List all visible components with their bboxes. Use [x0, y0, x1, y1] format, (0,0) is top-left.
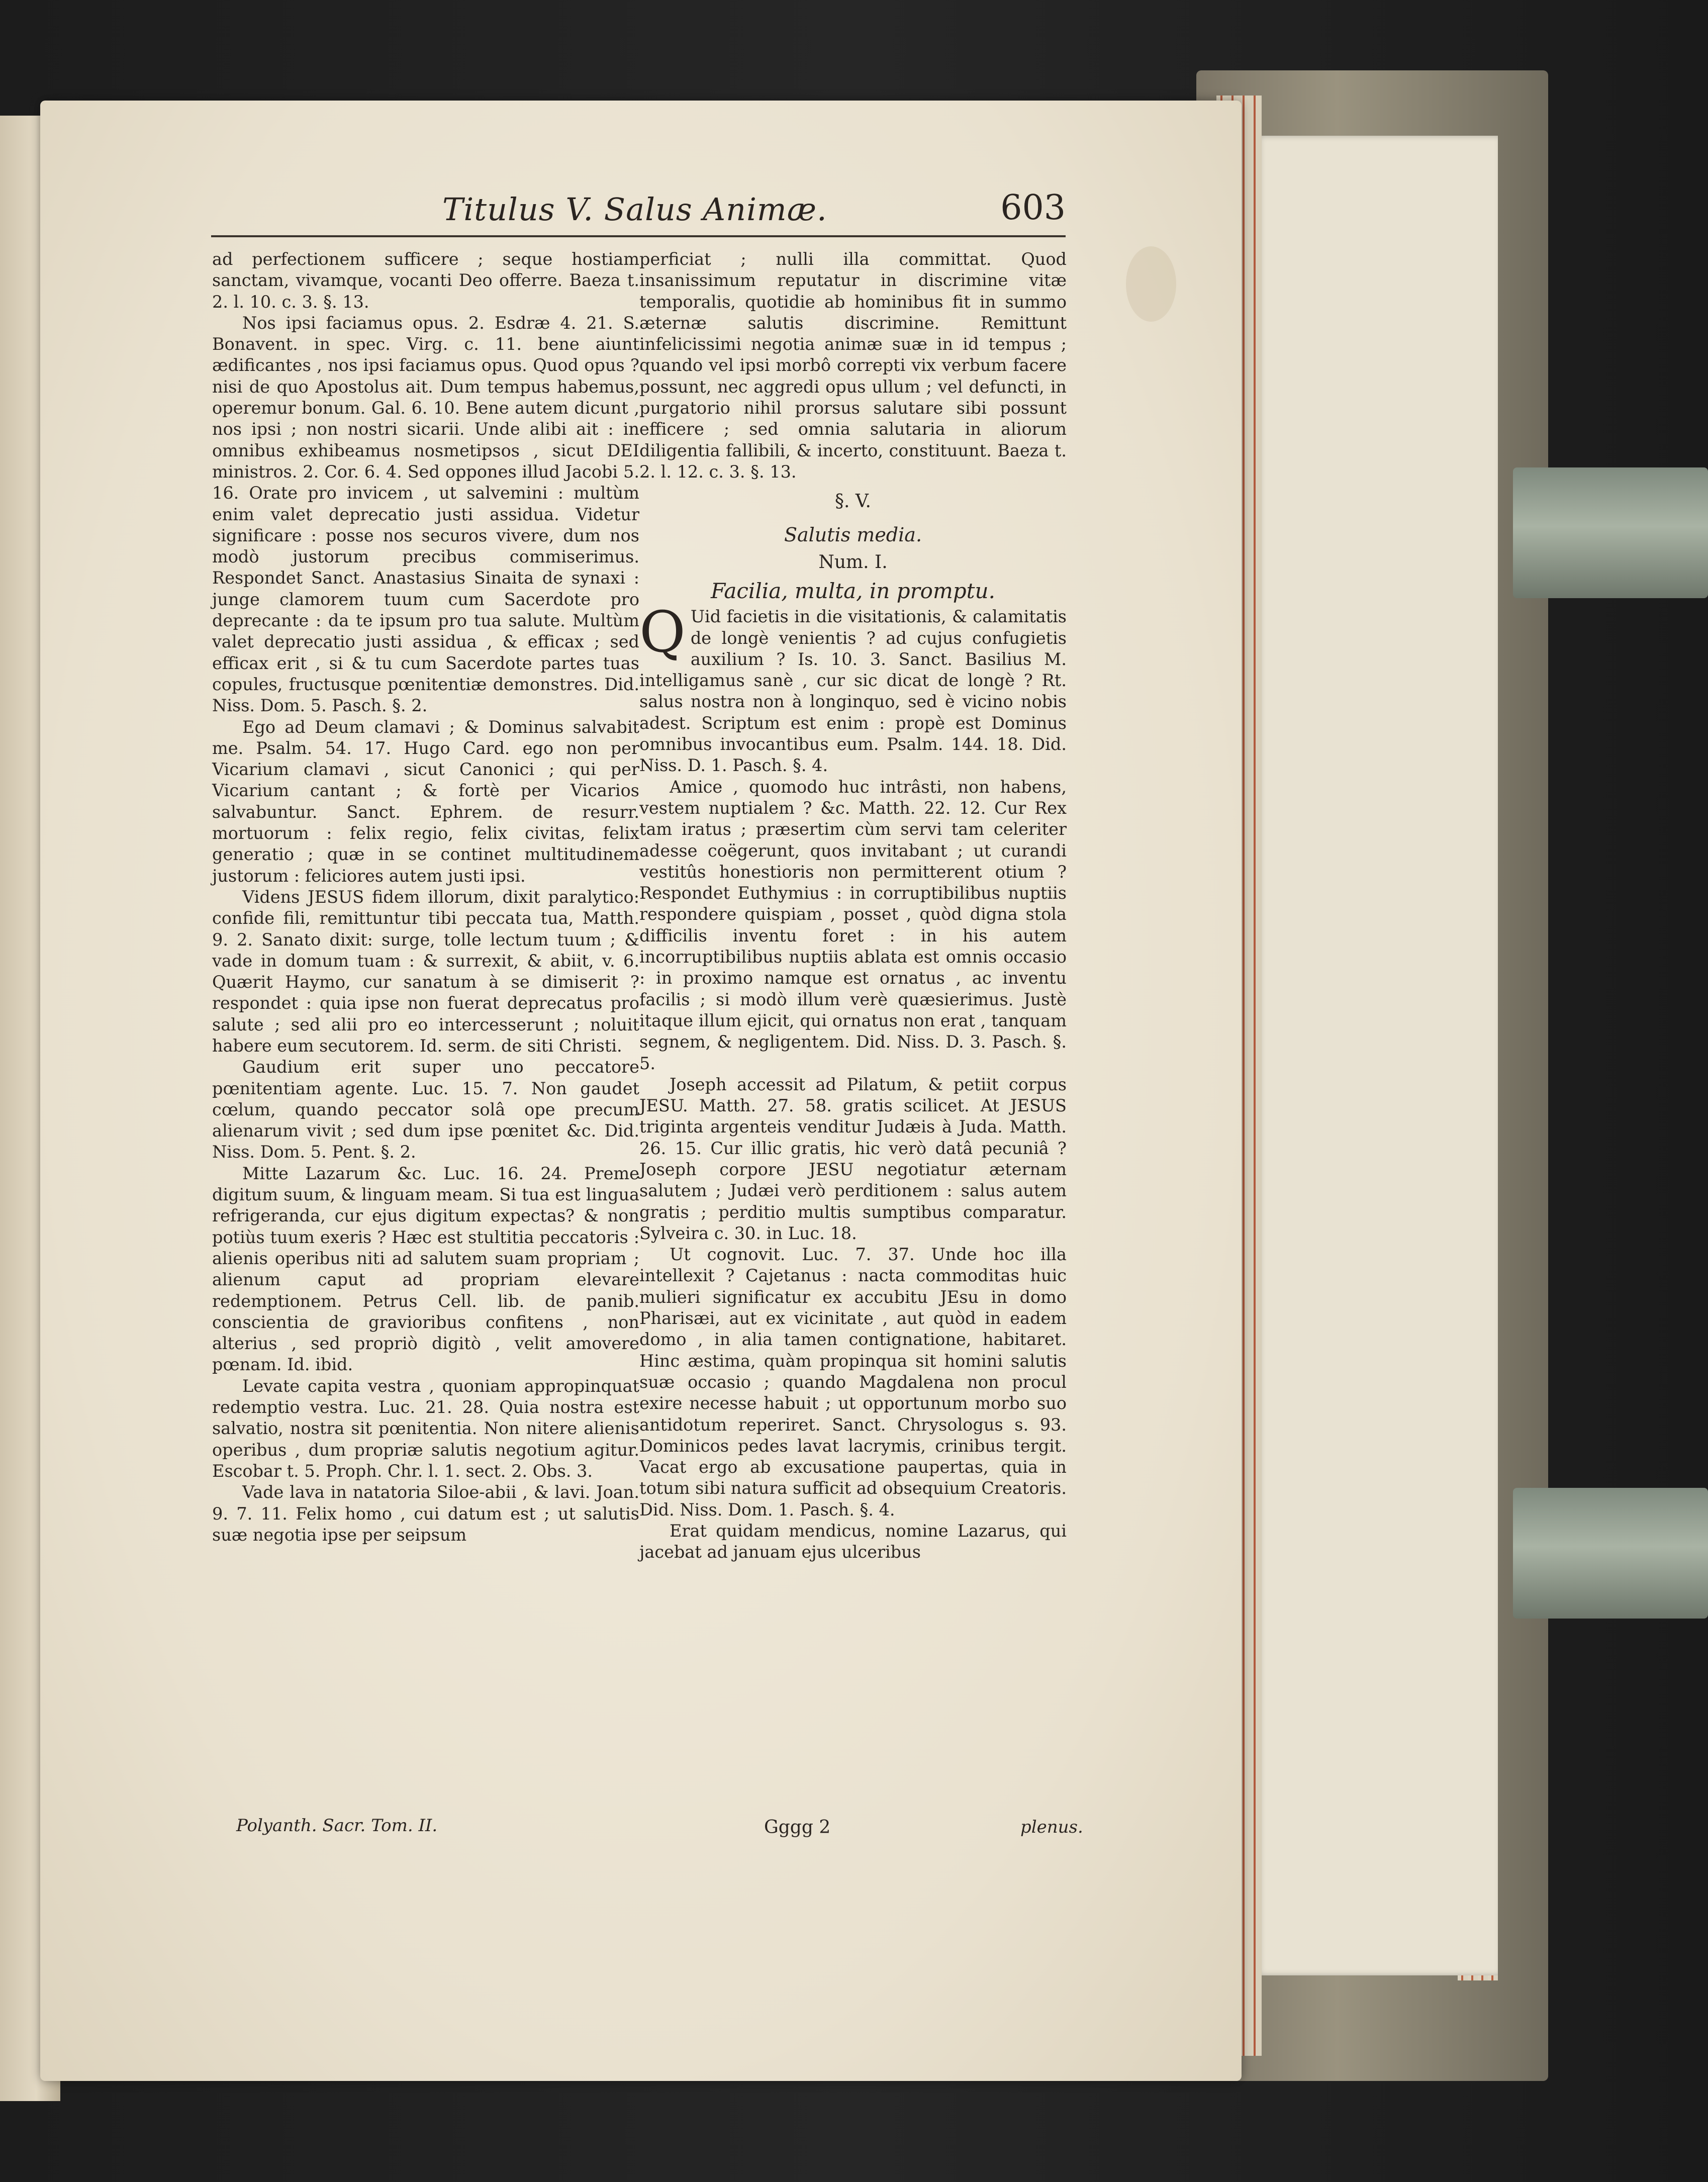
drop-cap: Q [639, 600, 686, 666]
footer-signature: Gggg 2 [764, 1817, 831, 1838]
footer-title: Polyanth. Sacr. Tom. II. [236, 1816, 438, 1836]
left-paragraph: Videns JESUS fidem illorum, dixit paralytico: confide fili, remittuntur tibi peccata tua, Matth. 9. 2. Sanato dixit: surge, tolle lectum tuum ; & vade in domum tuam : & surrexit, & abiit, v. 6. Quærit Haymo, cur sanatum à se dimiserit ? respondet : quia ipse non fuerat deprecatus pro salute ; sed alii pro eo intercesserunt ; noluit habere eum secutorem. Id. serm. de siti Christi. [212, 887, 639, 1056]
section-num: Num. I. [818, 552, 888, 573]
left-paragraph: Levate capita vestra , quoniam appropinquat redemptio vestra. Luc. 21. 28. Quia nostra est salvatio, nostra sit pœnitentia. Non nitere alienis operibus , dum propriæ salutis negotium agitur. Escobar t. 5. Proph. Chr. l. 1. sect. 2. Obs. 3. [212, 1376, 639, 1481]
clasp-upper [1513, 467, 1708, 598]
page-header [442, 188, 1066, 236]
left-column [212, 249, 639, 1546]
left-paragraph: Gaudium erit super uno peccatore pœnitentiam agente. Luc. 15. 7. Non gaudet cœlum, quando peccator solâ ope precum alienarum vivit ; sed dum ipse pœnitet &c. Did. Niss. Dom. 5. Pent. §. 2. [212, 1057, 639, 1162]
right-paragraph: Joseph accessit ad Pilatum, & petiit corpus JESU. Matth. 27. 58. gratis scilicet. At JESUS triginta argenteis venditur Judæis à Juda. Matth. 26. 15. Cur illic gratis, hic verò datâ pecuniâ ? Joseph corpore JESU negotiatur æternam salutem ; Judæi verò perditionem : salus autem gratis ; perditio multis sumptibus comparatur. Sylveira c. 30. in Luc. 18. [639, 1074, 1067, 1243]
section-number: §. V. [834, 491, 872, 512]
left-paragraph: Vade lava in natatoria Siloe-abii , & lavi. Joan. 9. 7. 11. Felix homo , cui datum est ; ut salutis suæ negotia ipse per seipsum [212, 1482, 639, 1545]
left-paragraph: Nos ipsi faciamus opus. 2. Esdræ 4. 21. S. Bonavent. in spec. Virg. c. 11. bene aiunt ædificantes , nos ipsi faciamus opus. Quod opus ? nisi de quo Apostolus ait. Dum tempus habemus, operemur bonum. Gal. 6. 10. Bene autem dicunt , nos ipsi ; non nostri sicarii. Unde alibi ait : in omnibus exhibeamus nosmetipsos , sicut DEI ministros. 2. Cor. 6. 4. Sed oppones illud Jacobi 5. 16. Orate pro invicem , ut salvemini : multùm enim valet deprecatio justi assidua. Videtur significare : posse nos securos vivere, dum nos modò justorum precibus commiserimus. Respondet Sanct. Anastasius Sinaita de synaxi : junge clamorem tuum cum Sacerdote pro deprecante : da te ipsum pro tua salute. Multùm valet deprecatio justi assidua , & efficax ; sed efficax erit , si & tu cum Sacerdote partes tuas copules, fructusque pœnitentiæ demonstres. Did. Niss. Dom. 5. Pasch. §. 2. [212, 313, 639, 716]
left-paragraph: ad perfectionem sufficere ; seque hostiam sanctam, vivamque, vocanti Deo offerre. Baeza t. 2. l. 10. c. 3. §. 13. [212, 249, 639, 312]
right-paragraph-top: perficiat ; nulli illa committat. Quod insanissimum reputatur in discrimine vitæ temporalis, quotidie ab hominibus fit in summo æternæ salutis discrimine. Remittunt infelicissimi negotia animæ suæ in id tempus ; quando vel ipsi morbô correpti vix verbum facere possunt, nec aggredi opus ullum ; vel defuncti, in purgatorio nihil prorsus salutare sibi possunt efficere ; sed omnia salutaria in aliorum diligentia fallibili, & incerto, constituunt. Baeza t. 2. l. 12. c. 3. §. 13. [639, 249, 1067, 482]
next-leaf [1257, 136, 1498, 1975]
section-subtitle: Facilia, multa, in promptu. [711, 579, 995, 604]
footer-catchword: plenus. [1020, 1817, 1083, 1837]
header-rule [211, 235, 1066, 237]
right-paragraph-first [639, 600, 1067, 776]
page-number: 603 [1000, 188, 1066, 228]
left-paragraph: Ego ad Deum clamavi ; & Dominus salvabit me. Psalm. 54. 17. Hugo Card. ego non per Vicarium clamavi , sicut Canonici ; qui per Vicarium cantant ; & fortè per Vicarios salvabuntur. Sanct. Ephrem. de resurr. mortuorum : felix regio, felix civitas, felix generatio ; quæ in se continet multitudinem justorum : feliciores autem justi ipsi. [212, 717, 639, 886]
right-paragraph: Ut cognovit. Luc. 7. 37. Unde hoc illa intellexit ? Cajetanus : nacta commoditas huic mulieri significatur ex accubitu JEsu in domo Pharisæi, aut ex vicinitate , aut quòd in eadem domo , in alia tamen contignatione, habitaret. Hinc æstima, quàm propinqua sit homini salutis suæ occasio ; quando Magdalena non procul exire necesse habuit ; ut opportunum morbo suo antidotum reperiret. Sanct. Chrysologus s. 93. Dominicos pedes lavat lacrymis, crinibus tergit. Vacat ergo ab excusatione paupertas, quia in totum sibi natura sufficit ad obsequium Creatoris. Did. Niss. Dom. 1. Pasch. §. 4. [639, 1245, 1067, 1520]
right-paragraph: Erat quidam mendicus, nomine Lazarus, qui jacebat ad januam ejus ulceribus [639, 1521, 1067, 1562]
section-title: Salutis media. [784, 524, 922, 546]
left-paragraph: Mitte Lazarum &c. Luc. 16. 24. Preme digitum suum, & linguam meam. Si tua est lingua refrigeranda, cur ejus digitum expectas? & non potiùs tuum exeris ? Hæc est stultitia peccatoris : alienis operibus niti ad salutem suam propriam ; alienum caput ad propriam elevare redemptionem. Petrus Cell. lib. de panib. conscientia de gravioribus confitens , non alterius , sed propriò digitò , velit amovere pœnam. Id. ibid. [212, 1163, 639, 1375]
right-paragraph: Amice , quomodo huc intrâsti, non habens, vestem nuptialem ? &c. Matth. 22. 12. Cur Rex tam iratus ; præsertim cùm servi tam celeriter adesse coëgerunt, quos invitabant ; ut curandi vestitûs honestioris non permitterent otium ? Respondet Euthymius : in corruptibilibus nuptiis respondere quispiam , posset , quòd digna stola difficilis inventu foret : in his autem incorruptibilibus nuptiis ablata est omnis occasio : in proximo namque est ornatus , ac inventu facilis ; si modò illum verè quæsierimus. Justè itaque illum ejicit, qui ornatus non erat , tanquam segnem, & negligentem. Did. Niss. D. 3. Pasch. §. 5. [639, 777, 1067, 1073]
page-stain [1126, 246, 1176, 322]
right-column [639, 249, 1067, 1563]
first-paragraph-text: Uid facietis in die visitationis, & calamitatis de longè venientis ? ad cujus confugietis auxilium ? Is. 10. 3. Sanct. Basilius M. intelligamus sanè , cur sic dicat de longè ? Rt. salus nostra non à longinquo, sed è vicino nobis adest. Scriptum est enim : propè est Dominus omnibus invocantibus eum. Psalm. 144. 18. Did. Niss. D. 1. Pasch. §. 4. [639, 607, 1067, 776]
clasp-lower [1513, 1488, 1708, 1619]
running-title: Titulus V. Salus Animæ. [442, 191, 827, 228]
